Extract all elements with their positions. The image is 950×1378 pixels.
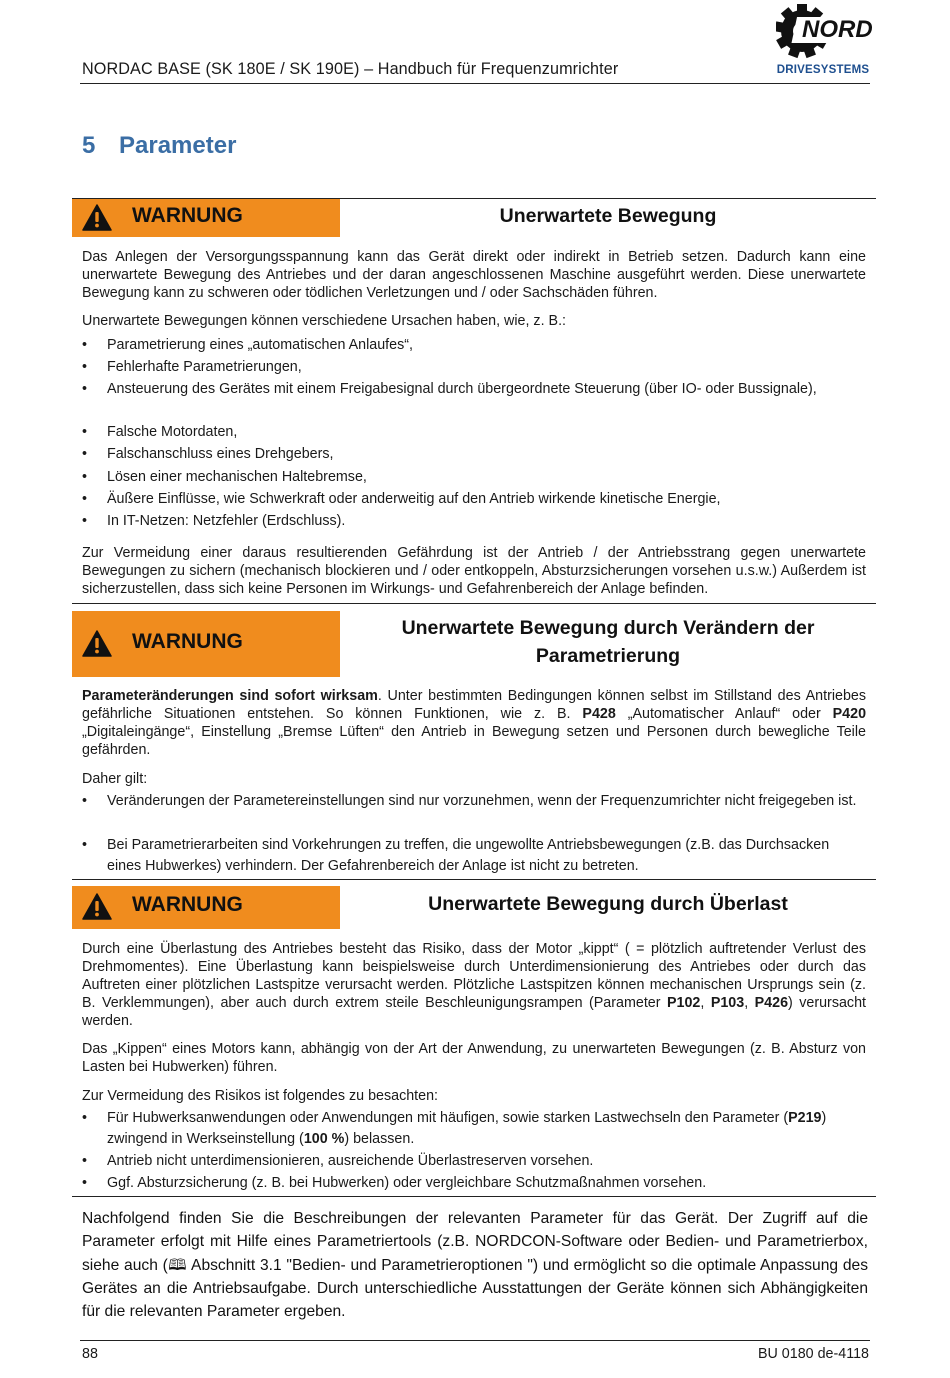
warning-signal-word: WARNUNG (132, 893, 243, 916)
parameter-ref: P219 (788, 1110, 822, 1126)
warning-box-parameter-change (72, 603, 876, 677)
warning1-paragraph-3: Zur Vermeidung einer daraus resultierenden Gefährdung ist der Antrieb / der Antriebsstrang gegen unerwartete Bewegungen zu sichern (mechanisch blockieren und / oder entkoppeln, Absturzsicherungen vorsehen u.s.w.) Außerdem ist sicherzustellen, dass sich keine Personen im Wirkungs- und Gefahrenbereich der Anlage befinden. (82, 545, 866, 597)
bullet-marker: • (82, 381, 88, 397)
intro-paragraph: Nachfolgend finden Sie die Beschreibungen der relevanten Parameter für das Gerät. Der Zugriff auf die Parameter erfolgt mit Hilfe eines Parametriertools (z.B. NORDCON-Software oder Bedien- und Parametrierbox, siehe auch (🕮 Abschnitt 3.1 "Bedien- und Parametrieroptionen ") und ermöglicht so die optimale Anpassung des Gerätes an die Antriebsaufgabe. Durch unterschiedliche Ausstattungen der Geräte können sich Abhängigkeiten für die relevanten Parameter ergeben. (82, 1210, 868, 1321)
list-item (82, 444, 866, 465)
list-item (82, 422, 866, 443)
bullet-marker: • (82, 359, 88, 375)
warning-headline-line-2: Parametrierung (535, 645, 681, 667)
bullet-marker: • (82, 513, 88, 529)
bullet-marker: • (82, 1110, 88, 1126)
list-item (82, 335, 866, 356)
list-item (82, 835, 866, 877)
list-item-text: Falschanschluss eines Drehgebers, (107, 446, 334, 462)
warning1-paragraph-2: Unerwartete Bewegungen können verschiedene Ursachen haben, wie, z. B.: (82, 313, 567, 329)
list-item (82, 467, 866, 488)
warning2-paragraph-1: Parameteränderungen sind sofort wirksam. Unter bestimmten Bedingungen können selbst im Stillstand des Antriebes gefährliche Situationen entstehen. So können Funktionen, wie z. B. P428 „Automatischer Anlauf“ oder P420 „Digitaleingänge“, Einstellung „Bremse Lüften“ den Antrieb in Bewegung setzen und Personen durch bewegliche Teile gefährden. (82, 688, 867, 758)
section-divider (72, 1196, 876, 1197)
bullet-marker: • (82, 793, 88, 809)
warning-headline (340, 614, 876, 670)
list-item-text: Ggf. Absturzsicherung (z. B. bei Hubwerken) oder vergleichbare Schutzmaßnahmen vorsehen. (107, 1175, 707, 1191)
warning-box-overload (72, 879, 876, 929)
warning1-paragraph-1: Das Anlegen der Versorgungsspannung kann das Gerät direkt oder indirekt in Betrieb setzen. Dadurch kann eine unerwartete Bewegung des Antriebes und der daran angeschlossenen Maschine ausgeführt werden. Diese unerwartete Bewegung kann zu schweren oder tödlichen Verletzungen und / oder Sachschäden führen. (82, 249, 866, 301)
book-icon: 🕮 (167, 1255, 188, 1274)
list-item (82, 511, 866, 532)
chapter-number: 5 (82, 132, 96, 159)
list-item (82, 357, 866, 378)
list-item-text: Lösen einer mechanischen Haltebremse, (107, 469, 367, 485)
warning-headline: Unerwartete Bewegung durch Überlast (428, 893, 788, 915)
warning-headline-line-1: Unerwartete Bewegung durch Verändern der (401, 617, 815, 639)
bullet-marker: • (82, 469, 88, 485)
list-item (82, 791, 866, 833)
bullet-marker: • (82, 837, 88, 853)
warning-signal-panel (72, 886, 340, 929)
warning-signal-panel (72, 611, 340, 677)
list-item-text: Falsche Motordaten, (107, 424, 238, 440)
warning-triangle-icon (82, 630, 112, 657)
warning-signal-panel (72, 199, 340, 237)
footer-divider (80, 1340, 870, 1341)
list-item-text: Äußere Einflüsse, wie Schwerkraft oder anderweitig auf den Antrieb wirkende kinetische Energie, (107, 491, 721, 507)
parameter-ref: P103 (710, 995, 745, 1011)
warning-headline: Unerwartete Bewegung (499, 205, 717, 227)
parameter-ref: P426 (754, 995, 789, 1011)
list-item (82, 1151, 866, 1172)
list-item (82, 489, 866, 510)
warning-box-unexpected-movement (72, 198, 876, 238)
list-item-text: Antrieb nicht unterdimensionieren, ausreichende Überlastreserven vorsehen. (107, 1153, 594, 1169)
warning3-paragraph-2: Das „Kippen“ eines Motors kann, abhängig von der Art der Anwendung, zu unerwarteten Bewegungen (z. B. Absturz von Lasten bei Hubwerken) führen. (82, 1041, 866, 1075)
warning2-paragraph-2: Daher gilt: (82, 771, 148, 787)
header-title: NORDAC BASE (SK 180E / SK 190E) – Handbuch für Frequenzumrichter (82, 60, 619, 78)
warning-signal-word: WARNUNG (132, 630, 243, 653)
logo-text: NORD (802, 16, 872, 43)
list-item-text: Fehlerhafte Parametrierungen, (107, 359, 302, 375)
list-item-text: Veränderungen der Parametereinstellungen sind nur vorzunehmen, wenn der Frequenzumrichter nicht freigegeben ist. (107, 793, 857, 809)
warning3-paragraph-3: Zur Vermeidung des Risikos ist folgendes zu besachten: (82, 1088, 439, 1104)
bullet-marker: • (82, 491, 88, 507)
header-divider (80, 83, 870, 84)
list-item (82, 1108, 866, 1150)
emphasis-text: Parameteränderungen sind sofort wirksam (82, 688, 378, 704)
list-item-text: Ansteuerung des Gerätes mit einem Freigabesignal durch übergeordnete Steuerung (über IO- oder Bussignale), (107, 381, 817, 397)
list-item (82, 1173, 866, 1194)
list-item-text: Parametrierung eines „automatischen Anlaufes“, (107, 337, 413, 353)
bullet-marker: • (82, 337, 88, 353)
warning-signal-word: WARNUNG (132, 204, 243, 227)
list-item-text: Bei Parametrierarbeiten sind Vorkehrungen zu treffen, die ungewollte Antriebsbewegungen (z.B. das Durchsacken eines Hubwerkes) verhindern. Der Gefahrenbereich der Anlage ist nicht zu betreten. (107, 837, 830, 874)
chapter-title: Parameter (119, 132, 237, 159)
list-item-text: Für Hubwerksanwendungen oder Anwendungen mit häufigen, sowie starken Lastwechseln den Parameter (P219) zwingend in Werkseinstellung (100 %) belassen. (107, 1110, 827, 1147)
parameter-ref: P428 (582, 706, 616, 722)
bullet-marker: • (82, 446, 88, 462)
logo-subtext: DRIVESYSTEMS (776, 64, 870, 76)
warning-triangle-icon (82, 204, 112, 231)
warning3-paragraph-1: Durch eine Überlastung des Antriebes besteht das Risiko, dass der Motor „kippt“ ( = plötzlich auftretender Verlust des Drehmomentes). Eine Überlastung kann beispielsweise durch Unterdimensionierung des Antriebes oder durch das Auftreten einer plötzlichen Lastspitze verursacht werden. Plötzliche Lastspitzen können mechanischen Ursprungs sein (z. B. Verklemmungen), aber auch durch extrem steile Beschleunigungsrampen (Parameter P102, P103, P426) verursacht werden. (82, 941, 866, 1029)
list-item-text: In IT-Netzen: Netzfehler (Erdschluss). (107, 513, 346, 529)
page-number: 88 (82, 1346, 98, 1362)
parameter-ref: P102 (666, 995, 701, 1011)
bullet-marker: • (82, 1153, 88, 1169)
bullet-marker: • (82, 424, 88, 440)
chapter-heading (82, 132, 236, 160)
warning-triangle-icon (82, 893, 112, 920)
bullet-marker: • (82, 1175, 88, 1191)
document-id: BU 0180 de-4118 (757, 1346, 869, 1362)
parameter-value: 100 % (303, 1130, 345, 1147)
parameter-ref: P420 (832, 706, 867, 722)
list-item (82, 379, 866, 421)
